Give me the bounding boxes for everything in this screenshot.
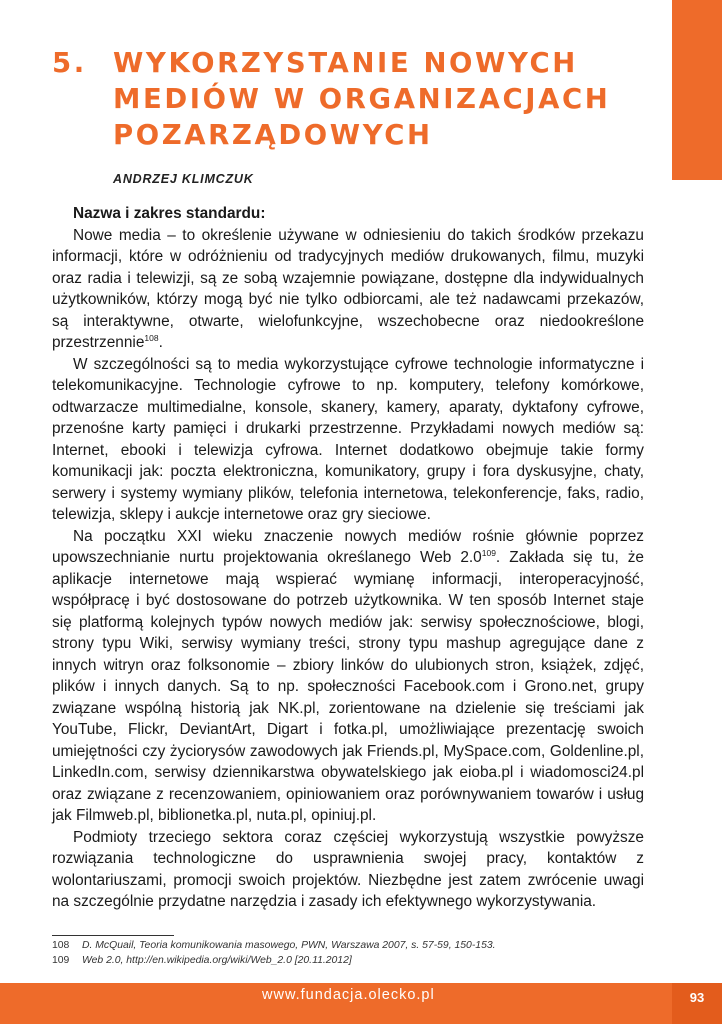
paragraph-text: W szczególności są to media wykorzystujące cyfrowe technologie informatyczne i telekomunikacyjne. Technologie cyfrowe to np. komputery, telefony komórkowe, odtwarzacze multimedialne, konsole, skanery, kamery, aparaty, dyktafony cyfrowe, przenośne karty pamięci i drukarki przestrzenne. Przykładami nowych mediów są: Internet, ebooki i telewizja cyfrowa. Internet dodatkowo obejmuje takie formy komunikacji jak: poczta elektroniczna, komunikatory, grupy i fora dyskusyjne, chaty, serwery i systemy wymiany plików, telefonia internetowa, telekonferencje, faks, radio, telewizja, sklepy i aukcje internetowe oraz gry sieciowe. bbox=[52, 355, 644, 523]
paragraph-text: Na początku XXI wieku znaczenie nowych mediów rośnie głównie poprzez upowszechnianie nurtu projektowania określanego Web 2.0 bbox=[52, 527, 644, 566]
paragraph-text: . Zakłada się tu, że aplikacje internetowe mają wspierać wymianę informacji, interoperacyjność, współpracę i być dostosowane do potrzeb użytkownika. W ten sposób Internet staje się platformą kolejnych typów nowych mediów jak: serwisy społecznościowe, blogi, strony typu Wiki, serwisy wymiany treści, strony typu mashup agregujące dane z innych witryn oraz folksonomie – zbiory linków do ulubionych stron, książek, zdjęć, plików i innych danych. Są to np. społeczności Facebook.com i Grono.net, grupy związane wspólną historią jak NK.pl, zorientowane na dzielenie się treściami jak YouTube, Flickr, DeviantArt, Digart i fotka.pl, umożliwiające prezentację swoich umiejętności czy życiorysów zawodowych jak Friends.pl, MySpace.com, Goldenline.pl, LinkedIn.com, serwisy dziennikarstwa obywatelskiego jak eioba.pl i wiadomosci24.pl oraz związane z recenzowaniem, opiniowaniem oraz porównywaniem towarów i usług jak Filmweb.pl, biblionetka.pl, nuta.pl, opiniuj.pl. bbox=[52, 549, 644, 824]
author-name: ANDRZEJ KLIMCZUK bbox=[113, 172, 254, 186]
body-text bbox=[52, 203, 644, 913]
footnotes bbox=[52, 938, 652, 968]
paragraph-text: Nowe media – to określenie używane w odniesieniu do takich środków przekazu informacji, które w odróżnieniu od tradycyjnych mediów drukowanych, filmu, muzyki oraz radia i telewizji, są ze sobą wzajemnie powiązane, dostępne dla indywidualnych użytkowników, którzy mogą być nie tylko odbiorcami, ale też nadawcami przekazów, są interaktywne, otwarte, wielofunkcyjne, wszechobecne oraz niedookreślone przestrzennie bbox=[52, 226, 644, 351]
footnote-ref[interactable]: 108 bbox=[144, 332, 159, 343]
footer-bar bbox=[0, 983, 722, 1024]
side-tab-decoration bbox=[672, 0, 722, 180]
page-number: 93 bbox=[672, 983, 722, 1024]
chapter-number: 5. bbox=[52, 47, 87, 79]
footnote-divider bbox=[52, 935, 174, 936]
footnote bbox=[52, 938, 652, 953]
footnote bbox=[52, 953, 652, 968]
chapter-title-line: MEDIÓW W ORGANIZACJACH bbox=[113, 83, 611, 115]
paragraph bbox=[52, 526, 644, 827]
footnote-ref[interactable]: 109 bbox=[481, 547, 496, 558]
paragraph bbox=[52, 354, 644, 526]
footnote-text: Web 2.0, http://en.wikipedia.org/wiki/Web_2.0 [20.11.2012] bbox=[82, 955, 352, 966]
paragraph bbox=[52, 827, 644, 913]
section-heading: Nazwa i zakres standardu: bbox=[73, 205, 266, 222]
footnote-number: 109 bbox=[52, 955, 70, 966]
footnote-text: D. McQuail, Teoria komunikowania masowego, PWN, Warszawa 2007, s. 57-59, 150-153. bbox=[82, 940, 496, 951]
chapter-title bbox=[113, 45, 653, 153]
footer-url-link[interactable]: www.fundacja.olecko.pl bbox=[262, 987, 435, 1003]
paragraph-text: . bbox=[158, 334, 163, 351]
footnote-number: 108 bbox=[52, 940, 70, 951]
paragraph-text: Podmioty trzeciego sektora coraz częściej wykorzystują wszystkie powyższe rozwiązania technologiczne do usprawnienia swojej pracy, kontaktów z wolontariuszami, promocji swoich projektów. Niezbędne jest zatem zwrócenie uwagi na szczególnie przydatne narzędzia i zasady ich efektywnego wykorzystywania. bbox=[52, 828, 644, 910]
chapter-title-line: WYKORZYSTANIE NOWYCH bbox=[113, 47, 578, 79]
paragraph bbox=[52, 225, 644, 354]
chapter-title-line: POZARZĄDOWYCH bbox=[113, 119, 433, 151]
